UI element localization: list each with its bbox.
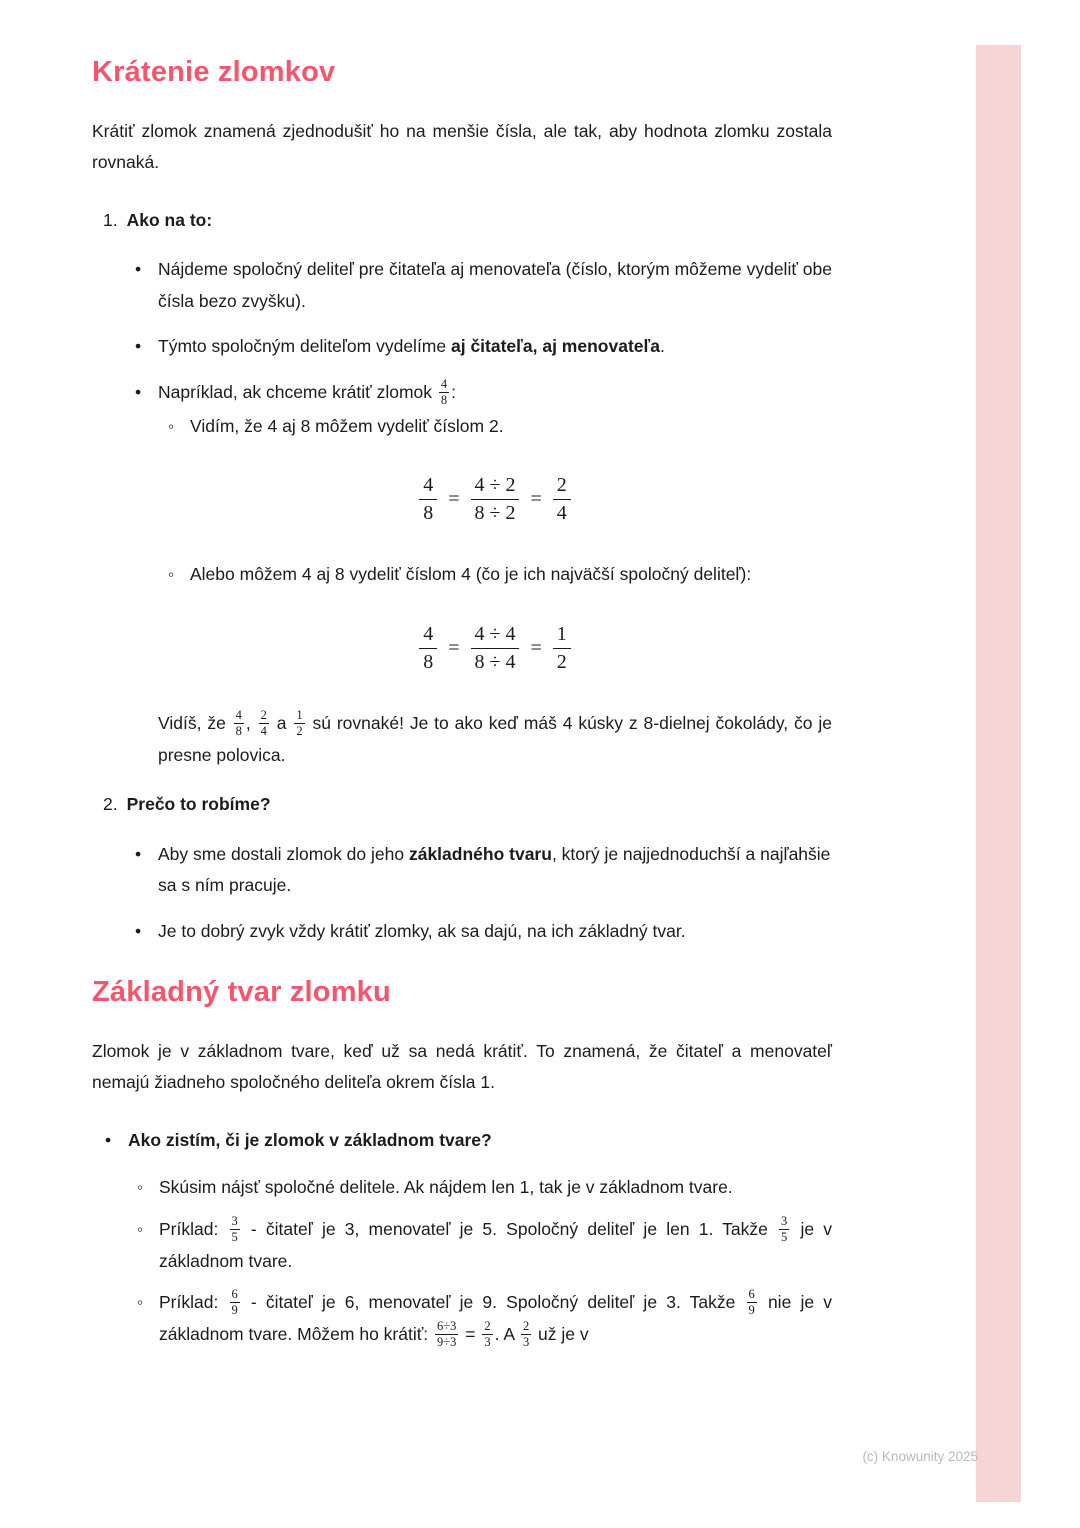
bullet-circle-icon: ◦	[168, 415, 175, 436]
text-run: :	[451, 381, 457, 402]
bullet-disc-icon: •	[105, 1129, 112, 1150]
fraction-numerator: 2	[556, 474, 567, 497]
fraction-numerator: 3	[781, 1213, 788, 1228]
text-run: Príklad:	[159, 1292, 228, 1313]
bullet-disc-icon: •	[135, 843, 142, 864]
item-title: Ako na to:	[126, 209, 213, 230]
fraction-denominator: 9	[231, 1303, 238, 1318]
fraction-numerator: 1	[556, 622, 567, 645]
bullet-text: Nájdeme spoločný deliteľ pre čitateľa aj menovateľa (číslo, ktorým môžeme vydeliť obe čísla bezo zvyšku).	[158, 259, 832, 311]
item-number: 2.	[103, 794, 118, 815]
inline-fraction	[234, 708, 244, 739]
fraction-denominator: 8 ÷ 4	[471, 648, 520, 676]
bullet-item-vydelime	[92, 331, 832, 363]
text-run: .	[660, 336, 665, 357]
fraction-denominator: 2	[553, 648, 571, 676]
fraction-numerator: 4	[440, 376, 448, 391]
inline-fraction	[435, 1319, 458, 1350]
bullet-disc-icon: •	[135, 336, 142, 357]
fraction-numerator: 4 ÷ 4	[474, 622, 516, 645]
bullet-item-najdeme-delitel	[92, 254, 832, 317]
intro-paragraph-2: Zlomok je v základnom tvare, keď už sa nedá krátiť. To znamená, že čitateľ a menovateľ nemajú žiadneho spoločného deliteľa okrem čísla 1.	[92, 1040, 832, 1093]
bullet-circle-icon: ◦	[168, 564, 175, 585]
text-run: Napríklad, ak chceme krátiť zlomok	[158, 381, 437, 402]
sub-bullet-alebo	[92, 559, 832, 591]
sub-bullet-text: Skúsim nájsť spoločné delitele. Ak nájdem len 1, tak je v základnom tvare.	[159, 1177, 733, 1198]
text-run: - čitateľ je 6, menovateľ je 9. Spoločný deliteľ je 3. Takže	[241, 1292, 745, 1313]
bullet-circle-icon: ◦	[137, 1177, 144, 1198]
inline-fraction	[294, 708, 304, 739]
text-run: - čitateľ je 3, menovateľ je 5. Spoločný deliteľ je len 1. Takže	[241, 1218, 778, 1239]
right-accent-bar	[976, 45, 1021, 1502]
text-run: Aby sme dostali zlomok do jeho	[158, 843, 409, 864]
sub-bullet-priklad-6-9	[92, 1287, 832, 1351]
text-run: je v základnom tvare.	[159, 1218, 832, 1271]
numbered-item-preco	[92, 789, 832, 821]
equation-display-2	[158, 621, 832, 676]
fraction-denominator: 4	[260, 723, 267, 738]
heading-zakladny-tvar-zlomku: Základný tvar zlomku	[92, 976, 391, 1009]
fraction-denominator: 3	[484, 1334, 491, 1349]
sub-bullet-vidim	[92, 411, 832, 443]
bullet-text: Je to dobrý zvyk vždy krátiť zlomky, ak sa dajú, na ich základný tvar.	[158, 920, 686, 941]
fraction-denominator: 4	[553, 499, 571, 527]
sub-bullet-text: Alebo môžem 4 aj 8 vydeliť číslom 4 (čo je ich najväčší spoločný deliteľ):	[190, 564, 752, 585]
item-title: Prečo to robíme?	[126, 794, 271, 815]
equals-sign: =	[530, 488, 542, 511]
text-run: už je v	[533, 1324, 589, 1345]
display-fraction	[419, 621, 437, 676]
fraction-numerator: 6	[748, 1287, 755, 1302]
text-run: , ktorý je najjednoduchší a najľahšie sa s ním pracuje.	[158, 843, 831, 896]
bullet-item-dobry-zvyk	[92, 916, 832, 948]
fraction-denominator: 5	[781, 1229, 788, 1244]
fraction-denominator: 5	[231, 1229, 238, 1244]
bullet-item-zakladny-tvar	[92, 839, 832, 902]
text-run: =	[460, 1324, 481, 1345]
text-run: Vidíš, že	[158, 712, 232, 733]
inline-fraction	[230, 1214, 240, 1245]
text-run: Týmto spoločným deliteľom vydelíme	[158, 336, 451, 357]
numbered-item-ako-na-to	[92, 205, 832, 237]
sub-bullet-priklad-3-5	[92, 1214, 832, 1277]
bullet-text	[158, 839, 832, 902]
fraction-denominator: 8	[235, 723, 242, 738]
text-run: . A	[494, 1324, 519, 1345]
display-fraction	[553, 472, 571, 527]
fraction-denominator: 3	[522, 1334, 530, 1349]
equation-display-1	[158, 472, 832, 527]
text-run: nie je v základnom tvare. Môžem ho krátiť:	[159, 1292, 832, 1345]
text-run: a	[270, 712, 293, 733]
fraction-denominator: 9	[748, 1303, 755, 1318]
watermark: (c) Knowunity 2025	[862, 1449, 978, 1464]
fraction-denominator: 8	[419, 648, 437, 676]
inline-fraction	[747, 1287, 757, 1318]
bold-run: základného tvaru	[408, 843, 552, 864]
fraction-numerator: 2	[484, 1318, 491, 1333]
fraction-numerator: 6	[231, 1287, 238, 1302]
fraction-denominator: 8 ÷ 2	[471, 499, 520, 527]
equals-sign: =	[448, 488, 460, 511]
display-fraction	[471, 621, 520, 676]
inline-fraction	[439, 377, 449, 408]
fraction-numerator: 3	[231, 1213, 238, 1228]
bullet-disc-icon: •	[135, 920, 142, 941]
bullet-text	[158, 377, 832, 409]
fraction-numerator: 4	[423, 622, 434, 645]
conclusion-paragraph	[158, 708, 832, 771]
bullet-item-ako-zistim	[92, 1125, 832, 1157]
bullet-disc-icon: •	[135, 259, 142, 280]
fraction-denominator: 8	[440, 392, 448, 407]
text-run: sú rovnaké! Je to ako keď máš 4 kúsky z 8-dielnej čokolády, čo je presne polovica.	[158, 712, 832, 765]
text-run: Príklad:	[159, 1218, 228, 1239]
fraction-numerator: 4 ÷ 2	[474, 474, 516, 497]
inline-fraction	[779, 1214, 789, 1245]
fraction-numerator: 4	[235, 707, 242, 722]
equals-sign: =	[530, 636, 542, 659]
bullet-circle-icon: ◦	[137, 1218, 144, 1239]
display-fraction	[553, 621, 571, 676]
heading-kratenie-zlomkov: Krátenie zlomkov	[92, 56, 336, 88]
bullet-disc-icon: •	[135, 381, 142, 402]
bullet-text: Ako zistím, či je zlomok v základnom tvare?	[128, 1129, 492, 1150]
inline-fraction	[259, 708, 269, 739]
display-fraction	[471, 472, 520, 527]
fraction-numerator: 2	[522, 1318, 530, 1333]
fraction-numerator: 6÷3	[437, 1318, 457, 1333]
display-fraction	[419, 472, 437, 527]
bullet-circle-icon: ◦	[137, 1292, 144, 1313]
inline-fraction	[521, 1319, 531, 1350]
sub-bullet-text	[159, 1214, 832, 1277]
inline-fraction	[482, 1319, 492, 1350]
inline-fraction	[230, 1287, 240, 1318]
sub-bullet-text: Vidím, že 4 aj 8 môžem vydeliť číslom 2.	[190, 415, 504, 436]
fraction-denominator: 8	[419, 499, 437, 527]
text-run: ,	[245, 712, 257, 733]
fraction-denominator: 2	[296, 723, 303, 738]
sub-bullet-text	[159, 1287, 832, 1351]
fraction-denominator: 9÷3	[437, 1334, 457, 1349]
fraction-numerator: 4	[423, 474, 434, 497]
fraction-numerator: 2	[260, 707, 267, 722]
equals-sign: =	[448, 636, 460, 659]
bold-run: aj čitateľa, aj menovateľa	[450, 336, 660, 357]
intro-paragraph: Krátiť zlomok znamená zjednodušiť ho na menšie čísla, ale tak, aby hodnota zlomku zostala rovnaká.	[92, 120, 832, 173]
sub-bullet-skusim	[92, 1172, 832, 1204]
bullet-text	[158, 331, 832, 363]
fraction-numerator: 1	[296, 707, 303, 722]
document-content	[92, 55, 832, 1361]
item-number: 1.	[103, 209, 118, 230]
bullet-item-priklad-4-8	[92, 377, 832, 409]
